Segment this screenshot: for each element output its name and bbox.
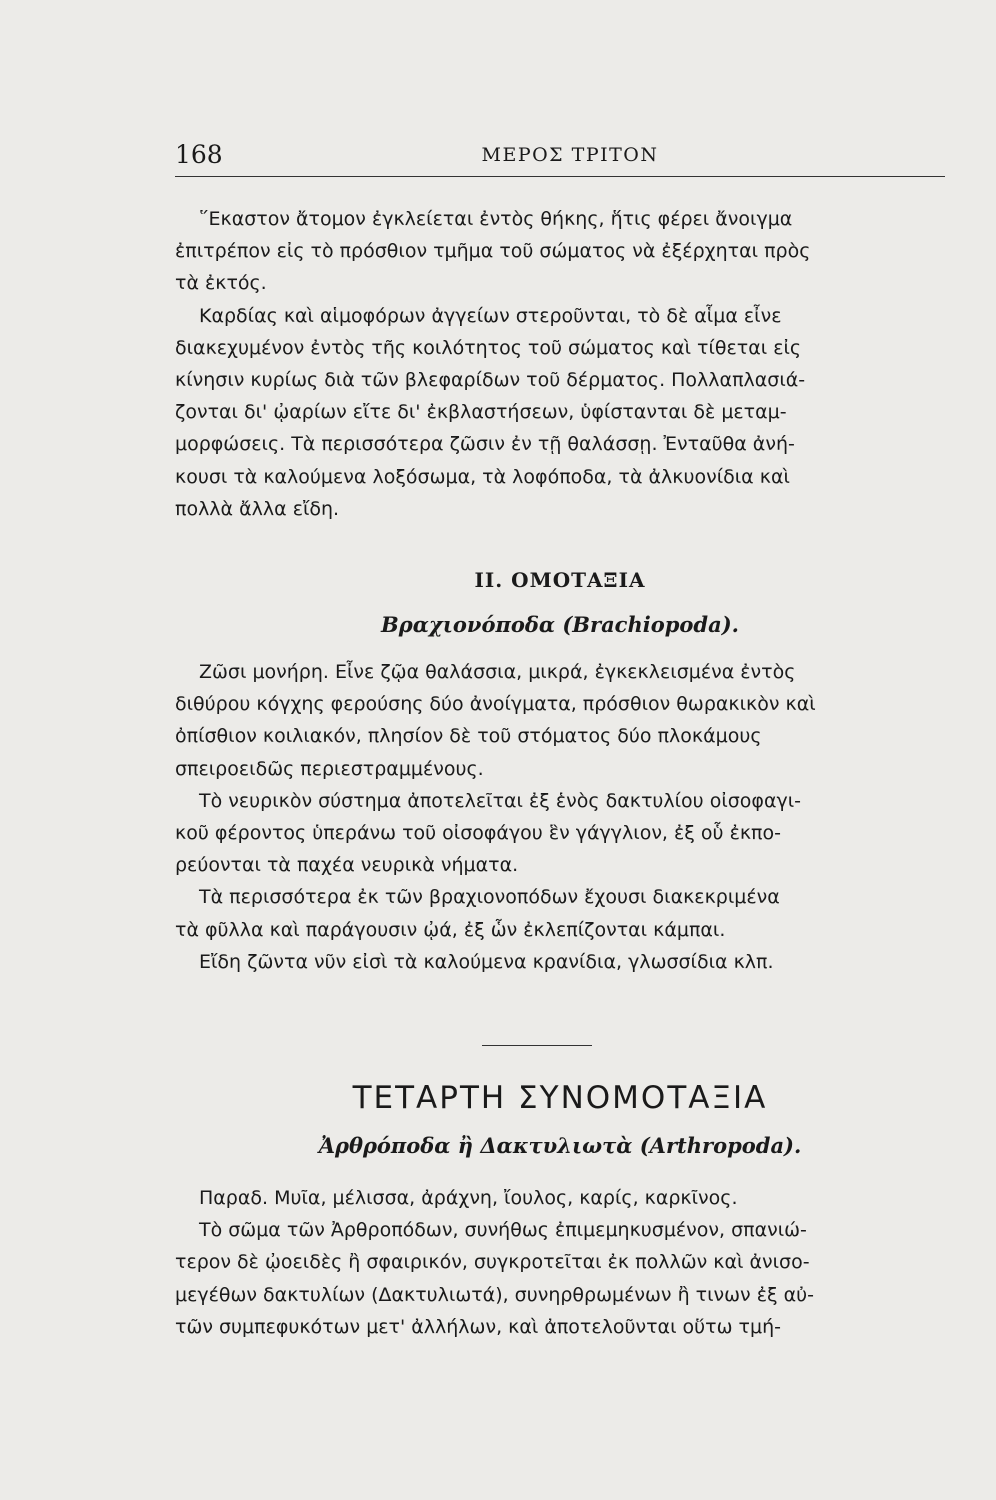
intro-section (175, 203, 945, 525)
text-line: Τὰ περισσότερα ἐκ τῶν βραχιονοπόδων ἔχουσι διακεκριμένα (199, 886, 780, 909)
text-line: τὰ φῦλλα καὶ παράγουσιν ᾠά, ἐξ ὧν ἐκλεπίζονται κάμπαι. (175, 918, 726, 941)
text-line: κοῦ φέροντος ὑπεράνω τοῦ οἰσοφάγου ἓν γάγγλιον, ἐξ οὗ ἐκπο- (175, 821, 781, 844)
section-divider (482, 1045, 592, 1046)
page-header (175, 140, 945, 177)
text-line: ἐπιτρέπον εἰς τὸ πρόσθιον τμῆμα τοῦ σώματος νὰ ἐξέρχηται πρὸς (175, 240, 811, 263)
running-title: ΜΕΡΟΣ ΤΡΙΤΟΝ (481, 144, 659, 166)
subphylum-subheading: Ἀρθρόποδα ἢ Δακτυλιωτὰ (Arthropoda). (318, 1133, 802, 1158)
order-subheading: Βραχιονόποδα (Brachiopoda). (381, 612, 739, 637)
order-section (175, 656, 945, 978)
text-line: Παραδ. Μυῖα, μέλισσα, ἀράχνη, ἴουλος, καρίς, καρκῖνος. (199, 1187, 738, 1209)
text-line: Καρδίας καὶ αἱμοφόρων ἀγγείων στεροῦνται, τὸ δὲ αἷμα εἶνε (199, 304, 782, 327)
text-line: κουσι τὰ καλούμενα λοξόσωμα, τὰ λοφόποδα, τὰ ἀλκυονίδια καὶ (175, 465, 790, 488)
text-line: διθύρου κόγχης φερούσης δύο ἀνοίγματα, πρόσθιον θωρακικὸν καὶ (175, 693, 816, 716)
text-line: σπειροειδῶς περιεστραμμένους. (175, 757, 484, 780)
text-line: Εἴδη ζῶντα νῦν εἰσὶ τὰ καλούμενα κρανίδια, γλωσσίδια κλπ. (199, 950, 774, 973)
text-line: πολλὰ ἄλλα εἴδη. (175, 497, 340, 520)
subphylum-section (175, 1182, 945, 1343)
text-line: ζονται δι' ᾠαρίων εἴτε δι' ἐκβλαστήσεων, ὑφίστανται δὲ μεταμ- (175, 401, 787, 424)
order-heading: II. ΟΜΟΤΑΞΙΑ (474, 568, 646, 592)
text-line: ρεύονται τὰ παχέα νευρικὰ νήματα. (175, 854, 519, 877)
page-number: 168 (175, 140, 223, 169)
text-line: κίνησιν κυρίως διὰ τῶν βλεφαρίδων τοῦ δέρματος. Πολλαπλασιά- (175, 368, 806, 391)
text-line: ῞Εκαστον ἄτομον ἐγκλείεται ἐντὸς θήκης, ἥτις φέρει ἄνοιγμα (199, 208, 793, 230)
text-line: Τὸ νευρικὸν σύστημα ἀποτελεῖται ἐξ ἑνὸς δακτυλίου οἰσοφαγι- (199, 789, 802, 812)
text-line: τὰ ἐκτός. (175, 272, 267, 295)
text-line: Τὸ σῶμα τῶν Ἀρθροπόδων, συνήθως ἐπιμεμηκυσμένον, σπανιώ- (199, 1219, 807, 1242)
text-line: ὀπίσθιον κοιλιακόν, πλησίον δὲ τοῦ στόματος δύο πλοκάμους (175, 725, 762, 748)
text-line: τῶν συμπεφυκότων μετ' ἀλλήλων, καὶ ἀποτελοῦνται οὕτω τμή- (175, 1315, 781, 1338)
text-line: μεγέθων δακτυλίων (Δακτυλιωτά), συνηρθρωμένων ἢ τινων ἐξ αὐ- (175, 1283, 814, 1306)
text-line: τερον δὲ ᾠοειδὲς ἢ σφαιρικόν, συγκροτεῖται ἐκ πολλῶν καὶ ἀνισο- (175, 1251, 810, 1274)
text-line: διακεχυμένον ἐντὸς τῆς κοιλότητος τοῦ σώματος καὶ τίθεται εἰς (175, 336, 802, 359)
subphylum-heading: ΤΕΤΑΡΤΗ ΣΥΝΟΜΟΤΑΞΙΑ (352, 1080, 768, 1116)
text-line: Ζῶσι μονήρη. Εἶνε ζῷα θαλάσσια, μικρά, ἐγκεκλεισμένα ἐντὸς (199, 661, 796, 683)
text-line: μορφώσεις. Τὰ περισσότερα ζῶσιν ἐν τῇ θαλάσσῃ. Ἐνταῦθα ἀνή- (175, 433, 795, 456)
